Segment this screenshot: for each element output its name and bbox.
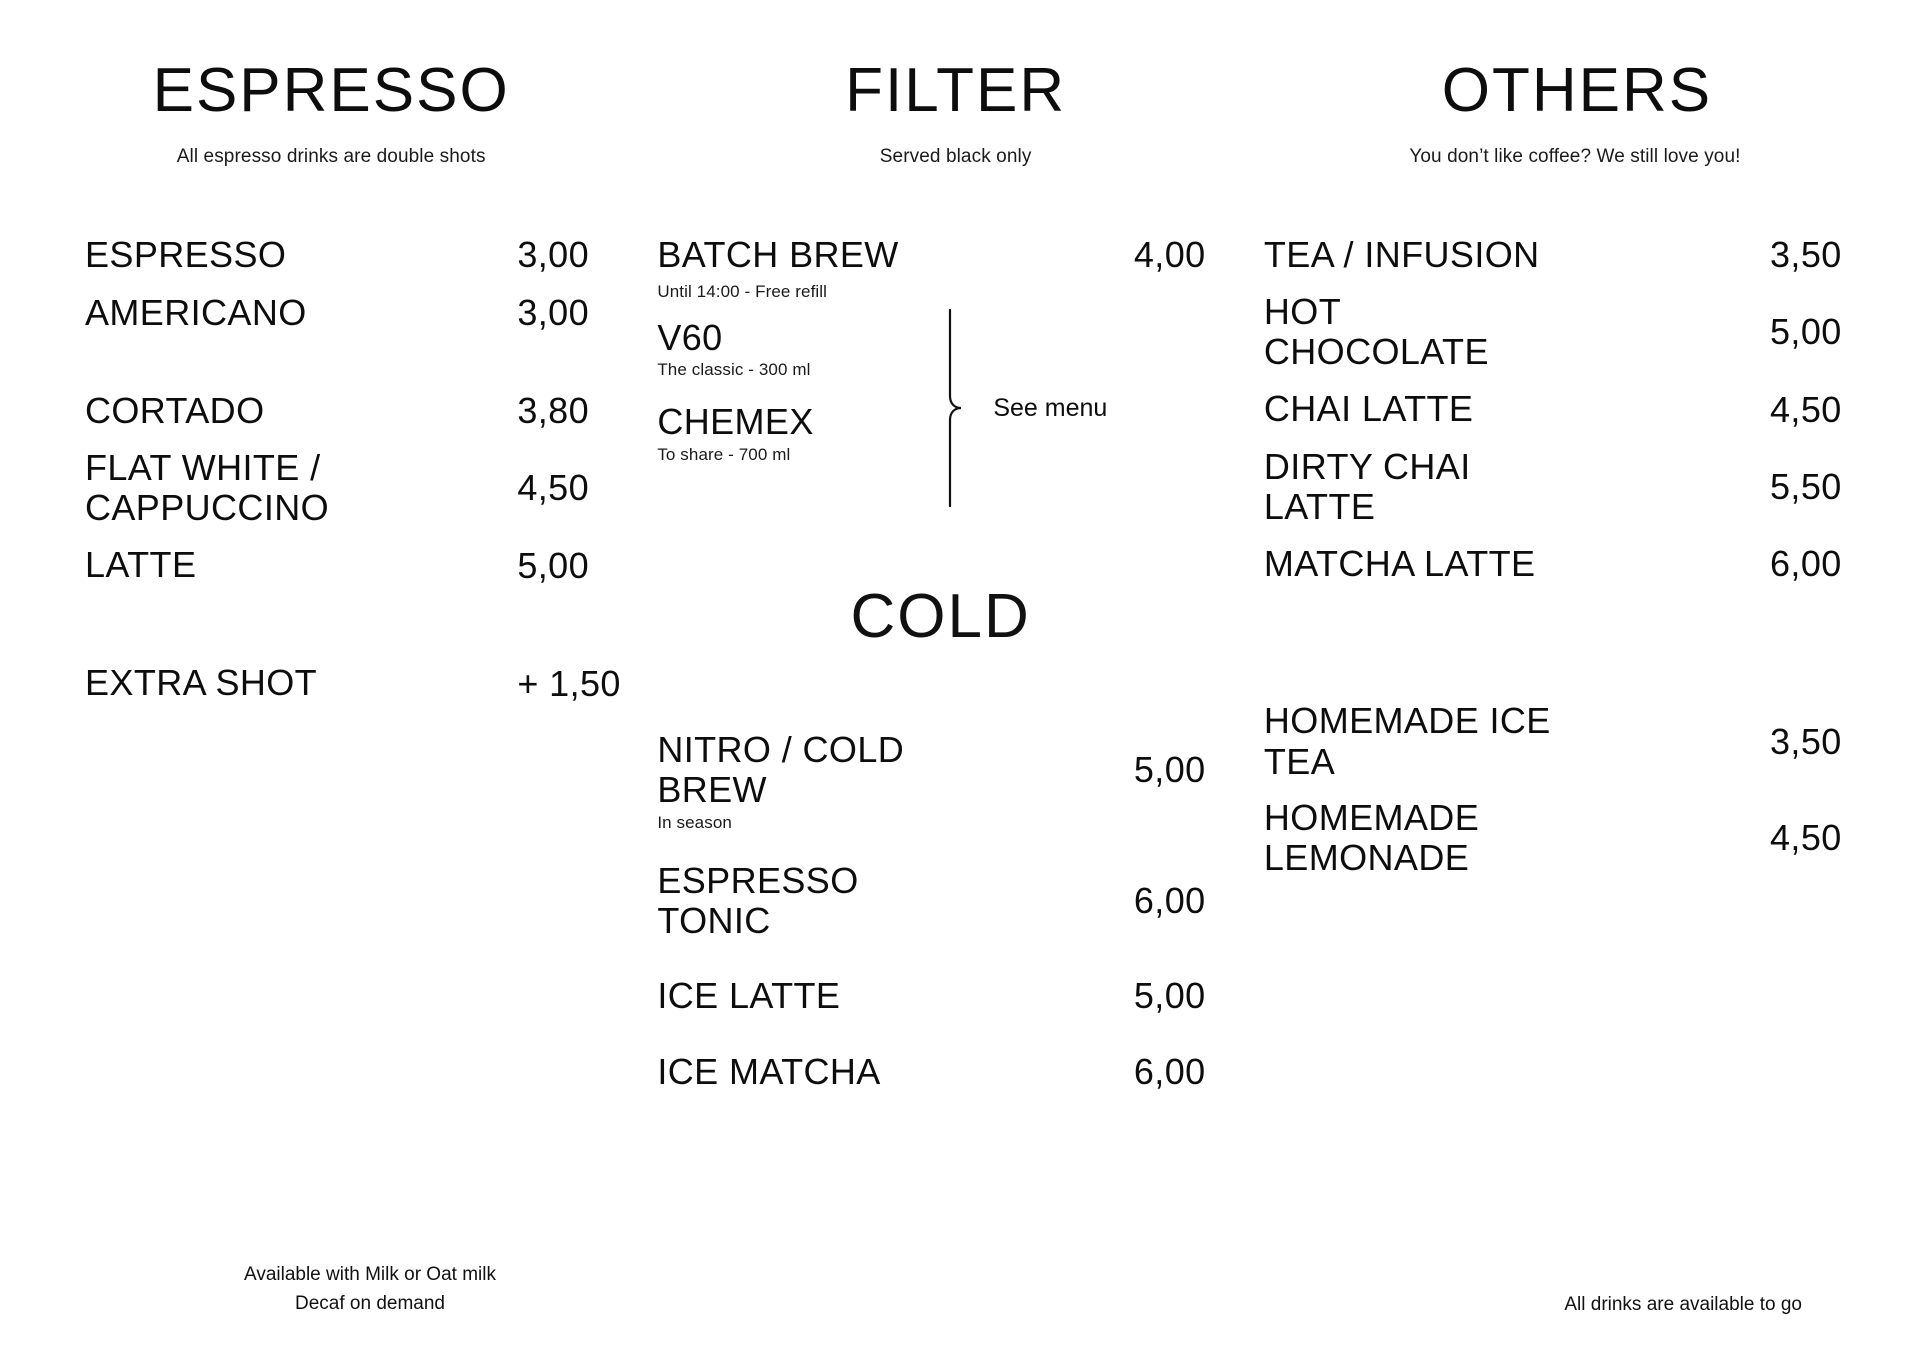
spacer [657,947,1254,975]
item-price: 5,50 [1770,465,1842,507]
item-price: 5,00 [1133,975,1206,1017]
menu-item [85,448,647,529]
espresso-section-subtitle: All espresso drinks are double shots [176,146,486,167]
menu-item [657,730,1254,811]
espresso-item-list [85,234,647,705]
item-price: 3,50 [1770,720,1842,762]
item-price: + 1,50 [517,662,621,704]
others-column [1254,56,1880,1358]
menu-item [85,545,647,587]
menu-item [657,975,1254,1017]
item-name: ICE LATTE [657,975,841,1017]
item-name: TEA / INFUSION [1263,233,1540,275]
spacer [1264,601,1880,661]
item-price: 6,00 [1770,543,1842,585]
item-name: MATCHA LATTE [1263,543,1536,585]
item-name: AMERICANO [85,291,307,333]
item-name: CORTADO [85,389,265,431]
brewing-methods-group [657,308,1254,508]
item-name: CHAI LATTE [1263,388,1474,430]
item-note: In season [657,812,732,832]
filter-section-subtitle: Served black only [879,146,1032,167]
item-name: ESPRESSO [85,233,287,275]
menu-item [1264,234,1880,276]
item-price: 6,00 [1133,879,1206,921]
item-name: CHEMEX [657,401,814,443]
cold-section-title: COLD [850,582,1031,651]
filter-column [647,56,1254,1358]
espresso-section-title: ESPRESSO [152,56,510,125]
espresso-column [40,56,647,1358]
item-name: HOMEMADE ICE TEA [1263,700,1551,782]
item-price: 4,50 [1770,817,1842,859]
others-section-title: OTHERS [1441,56,1713,125]
spacer [1264,661,1880,701]
item-name: HOT CHOCOLATE [1263,291,1489,373]
item-price: 3,80 [517,390,589,431]
see-menu-label: See menu [993,393,1108,422]
item-price: 4,50 [517,467,589,509]
espresso-footer [110,1261,630,1318]
menu-item [1264,389,1880,431]
filter-section-title: FILTER [845,56,1067,125]
item-name: LATTE [85,544,197,586]
menu-item [1264,292,1880,373]
menu-item [657,1051,1254,1093]
item-price: 3,00 [517,234,589,275]
spacer [85,603,647,663]
spacer [657,833,1254,861]
espresso-footer-line-1: Available with Milk or Oat milk [243,1264,496,1285]
item-name: DIRTY CHAI LATTE [1263,445,1471,527]
menu-item [657,402,947,464]
spacer [657,1023,1254,1051]
item-price: 6,00 [1133,1051,1206,1093]
menu-item [1264,798,1880,879]
item-name: EXTRA SHOT [85,662,318,704]
others-footer: All drinks are available to go [1564,1294,1802,1315]
menu-item [1264,543,1880,585]
item-price: 3,00 [517,292,589,333]
brewing-methods-list [657,308,947,508]
item-price: 4,50 [1770,388,1842,430]
item-note: Until 14:00 - Free refill [657,282,828,301]
espresso-footer-line-2: Decaf on demand [295,1292,445,1314]
filter-item-list [657,234,1254,508]
item-price: 4,00 [1133,234,1206,275]
item-name: HOMEMADE LEMONADE [1263,796,1480,879]
item-name: NITRO / COLD BREW [657,729,905,811]
menu-item [657,861,1254,942]
item-price: 5,00 [517,544,589,586]
menu-item [657,234,1254,276]
item-name: ICE MATCHA [657,1051,881,1093]
item-name: BATCH BREW [657,233,899,275]
menu-item [85,663,647,705]
item-price: 5,00 [1770,311,1842,353]
item-price: 5,00 [1133,749,1206,791]
others-section-subtitle: You don’t like coffee? We still love you! [1409,146,1741,167]
item-name: ESPRESSO TONIC [657,859,859,941]
others-item-list [1264,234,1880,879]
menu-item [85,390,647,432]
spacer [85,350,647,390]
item-name: FLAT WHITE / CAPPUCCINO [85,447,330,529]
menu-item [657,318,947,380]
curly-brace-icon [947,308,977,508]
menu-item [85,292,647,334]
menu-item [1264,447,1880,528]
cold-item-list [657,730,1254,1093]
item-note: The classic - 300 ml [657,360,811,380]
menu-item [1264,701,1880,782]
item-price: 3,50 [1770,234,1842,275]
item-name: V60 [657,317,723,358]
item-note: To share - 700 ml [657,444,791,464]
menu-item [85,234,647,276]
